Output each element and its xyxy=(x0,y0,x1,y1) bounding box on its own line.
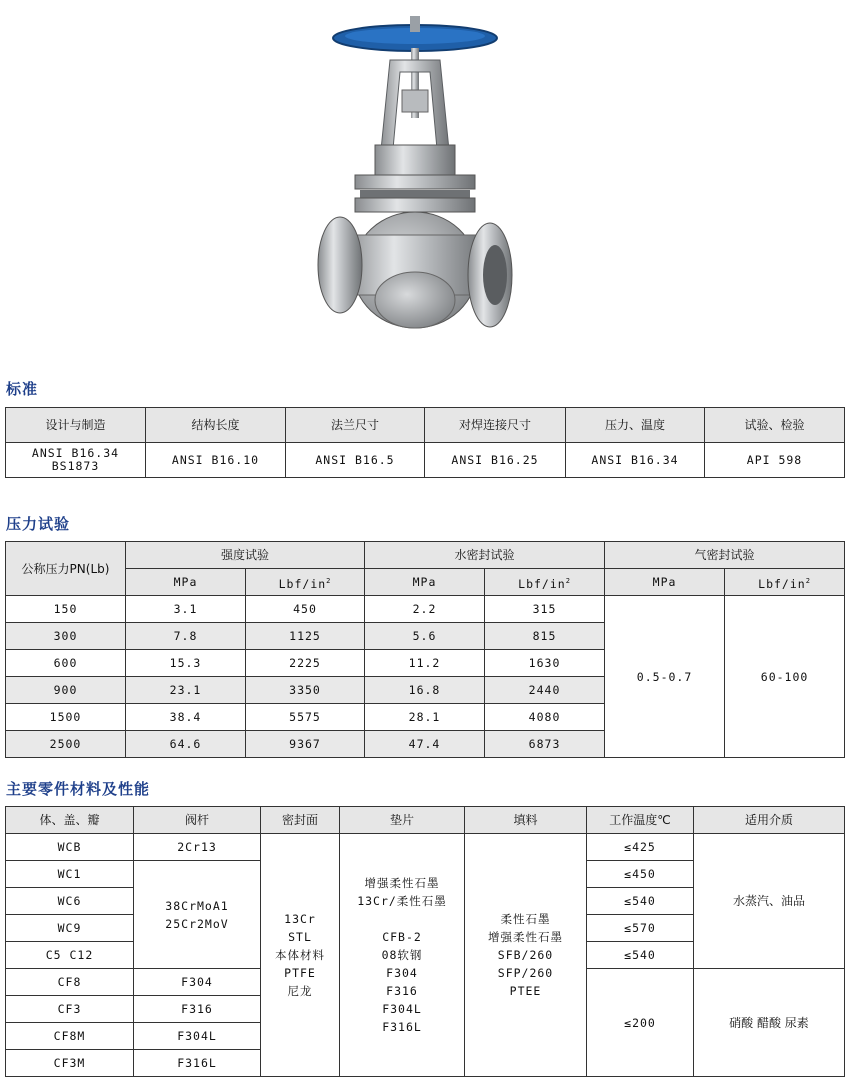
air-lbf-cell: 60-100 xyxy=(725,596,845,758)
material-row-wcb xyxy=(6,834,845,861)
materials-table xyxy=(5,806,845,1077)
water-lbf-cell: 2440 xyxy=(485,677,605,704)
std-value-flange: ANSI B16.5 xyxy=(286,443,425,478)
std-value-test: API 598 xyxy=(705,443,845,478)
medium-cell-acid: 硝酸 醋酸 尿素 xyxy=(694,969,845,1077)
water-lbf-cell: 1630 xyxy=(485,650,605,677)
body-material-cell: CF8M xyxy=(6,1023,134,1050)
mat-header-seal: 密封面 xyxy=(261,807,340,834)
stem-material-cell: F316L xyxy=(134,1050,261,1077)
water-mpa-cell: 2.2 xyxy=(365,596,485,623)
water-lbf-cell: 815 xyxy=(485,623,605,650)
pn-cell: 150 xyxy=(6,596,126,623)
stem-material-cell: F304 xyxy=(134,969,261,996)
std-header-pressure-temp: 压力、温度 xyxy=(566,408,705,443)
std-value-design: ANSI B16.34 BS1873 xyxy=(6,443,146,478)
stem-material-cell: F316 xyxy=(134,996,261,1023)
pn-cell: 2500 xyxy=(6,731,126,758)
body-material-cell: C5 C12 xyxy=(6,942,134,969)
pn-cell: 1500 xyxy=(6,704,126,731)
pn-cell: 900 xyxy=(6,677,126,704)
std-value-length: ANSI B16.10 xyxy=(146,443,286,478)
mat-header-medium: 适用介质 xyxy=(694,807,845,834)
temp-cell-stainless: ≤200 xyxy=(587,969,694,1077)
unit-lbf-sup: 2 xyxy=(326,576,332,585)
pressure-header-air: 气密封试验 xyxy=(605,542,845,569)
packing-material-cell: 柔性石墨 增强柔性石墨 SFB/260 SFP/260 PTEE xyxy=(465,834,587,1077)
gate-valve-image xyxy=(310,10,540,350)
air-mpa-cell: 0.5-0.7 xyxy=(605,596,725,758)
water-mpa-cell: 5.6 xyxy=(365,623,485,650)
pressure-header-water: 水密封试验 xyxy=(365,542,605,569)
water-mpa-cell: 16.8 xyxy=(365,677,485,704)
pn-cell: 600 xyxy=(6,650,126,677)
body-material-cell: WC1 xyxy=(6,861,134,888)
body-material-cell: CF3 xyxy=(6,996,134,1023)
seal-material-cell: 13Cr STL 本体材料 PTFE 尼龙 xyxy=(261,834,340,1077)
std-header-design: 设计与制造 xyxy=(6,408,146,443)
body-material-cell: CF8 xyxy=(6,969,134,996)
strength-mpa-cell: 3.1 xyxy=(126,596,246,623)
water-lbf-cell: 4080 xyxy=(485,704,605,731)
mat-header-body: 体、盖、瓣 xyxy=(6,807,134,834)
water-mpa-cell: 28.1 xyxy=(365,704,485,731)
air-unit-lbf xyxy=(725,569,845,596)
stem-material-cell-alloy: 38CrMoA1 25Cr2MoV xyxy=(134,861,261,969)
strength-lbf-cell: 5575 xyxy=(246,704,365,731)
strength-unit-mpa: MPa xyxy=(126,569,246,596)
water-lbf-cell: 315 xyxy=(485,596,605,623)
standards-title: 标准 xyxy=(6,380,39,398)
water-mpa-cell: 11.2 xyxy=(365,650,485,677)
strength-lbf-cell: 3350 xyxy=(246,677,365,704)
std-header-weld: 对焊连接尺寸 xyxy=(425,408,566,443)
pressure-table xyxy=(5,541,845,758)
pressure-header-pn: 公称压力PN(Lb) xyxy=(6,542,126,596)
medium-cell-steam-oil: 水蒸汽、油品 xyxy=(694,834,845,969)
unit-lbf-text: Lbf/in xyxy=(518,576,566,591)
std-value-pressure-temp: ANSI B16.34 xyxy=(566,443,705,478)
water-lbf-cell: 6873 xyxy=(485,731,605,758)
strength-unit-lbf xyxy=(246,569,365,596)
strength-mpa-cell: 38.4 xyxy=(126,704,246,731)
strength-mpa-cell: 15.3 xyxy=(126,650,246,677)
materials-title: 主要零件材料及性能 xyxy=(6,780,151,798)
water-unit-mpa: MPa xyxy=(365,569,485,596)
body-material-cell: WC6 xyxy=(6,888,134,915)
mat-header-packing: 填料 xyxy=(465,807,587,834)
strength-lbf-cell: 9367 xyxy=(246,731,365,758)
temp-cell: ≤540 xyxy=(587,942,694,969)
temp-cell: ≤540 xyxy=(587,888,694,915)
strength-lbf-cell: 2225 xyxy=(246,650,365,677)
mat-header-temp: 工作温度℃ xyxy=(587,807,694,834)
strength-lbf-cell: 450 xyxy=(246,596,365,623)
body-material-cell: WCB xyxy=(6,834,134,861)
water-unit-lbf xyxy=(485,569,605,596)
pressure-header-strength: 强度试验 xyxy=(126,542,365,569)
body-material-cell: WC9 xyxy=(6,915,134,942)
strength-mpa-cell: 23.1 xyxy=(126,677,246,704)
temp-cell: ≤425 xyxy=(587,834,694,861)
unit-lbf-sup: 2 xyxy=(805,576,811,585)
stem-material-cell: F304L xyxy=(134,1023,261,1050)
stem-material-cell: 2Cr13 xyxy=(134,834,261,861)
strength-lbf-cell: 1125 xyxy=(246,623,365,650)
pressure-title: 压力试验 xyxy=(6,515,71,533)
water-mpa-cell: 47.4 xyxy=(365,731,485,758)
std-header-flange: 法兰尺寸 xyxy=(286,408,425,443)
temp-cell: ≤570 xyxy=(587,915,694,942)
temp-cell: ≤450 xyxy=(587,861,694,888)
pn-cell: 300 xyxy=(6,623,126,650)
body-material-cell: CF3M xyxy=(6,1050,134,1077)
air-unit-mpa: MPa xyxy=(605,569,725,596)
unit-lbf-text: Lbf/in xyxy=(278,576,327,591)
mat-header-gasket: 垫片 xyxy=(340,807,465,834)
unit-lbf-text: Lbf/in xyxy=(758,576,806,591)
standards-table xyxy=(5,407,845,478)
strength-mpa-cell: 7.8 xyxy=(126,623,246,650)
std-header-test: 试验、检验 xyxy=(705,408,845,443)
pressure-row-150 xyxy=(6,596,845,623)
unit-lbf-sup: 2 xyxy=(565,576,571,585)
gasket-material-cell: 增强柔性石墨 13Cr/柔性石墨 CFB-2 08软钢 F304 F316 F304L F316L xyxy=(340,834,465,1077)
std-header-length: 结构长度 xyxy=(146,408,286,443)
strength-mpa-cell: 64.6 xyxy=(126,731,246,758)
std-value-weld: ANSI B16.25 xyxy=(425,443,566,478)
mat-header-stem: 阀杆 xyxy=(134,807,261,834)
